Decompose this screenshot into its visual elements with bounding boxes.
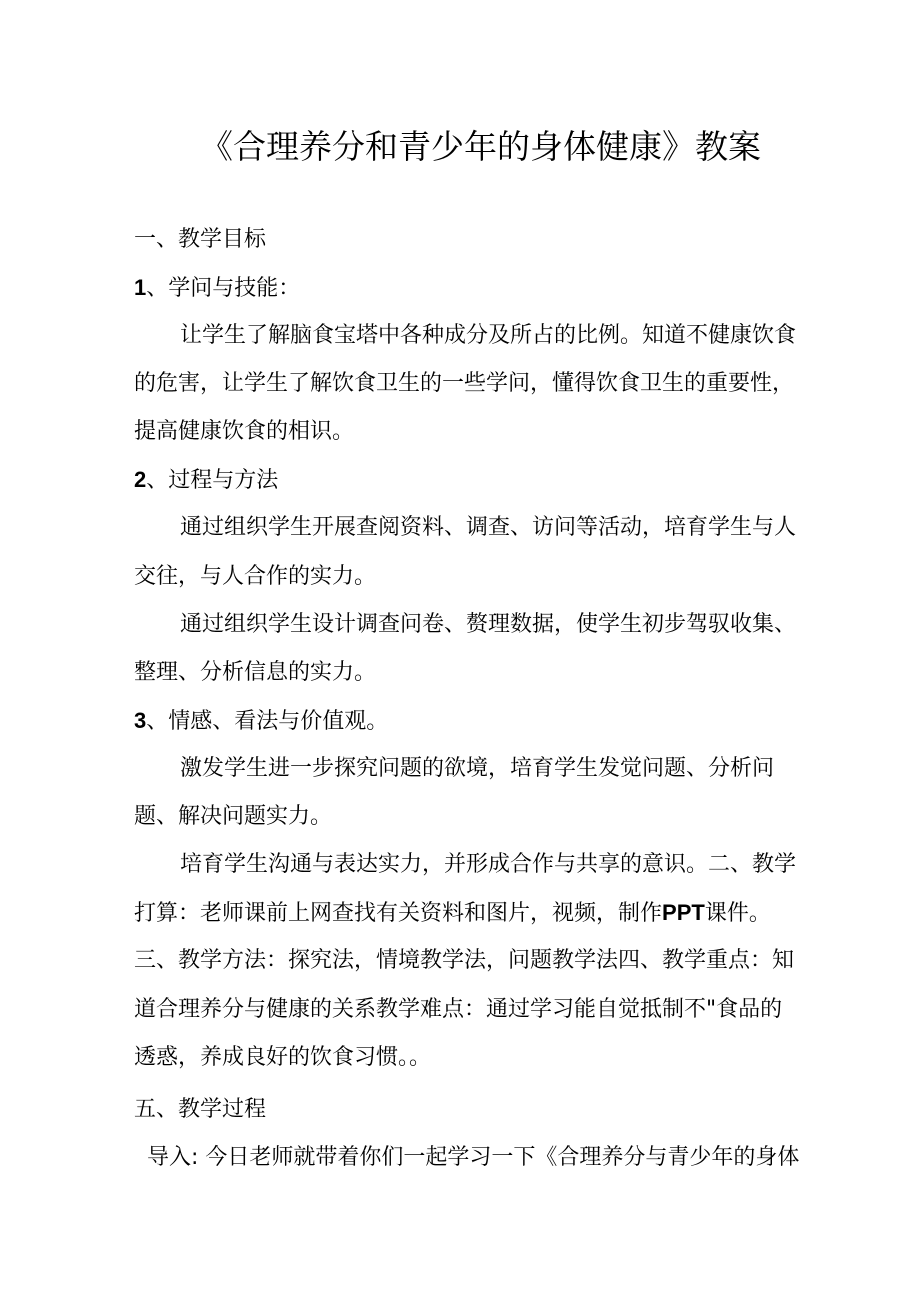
paragraph-line: 导入: 今日老师就带着你们一起学习一下《合理养分与青少年的身体 xyxy=(147,1145,800,1170)
paragraph-line: 的危害，让学生了解饮食卫生的一些学问，懂得饮食卫生的重要性， xyxy=(134,371,795,396)
text-run: 课件。 xyxy=(704,901,771,926)
item-number: 3 xyxy=(134,708,147,733)
item-label: 、情感、看法与价值观。 xyxy=(146,709,389,734)
paragraph-line: 三、教学方法：探究法，情境教学法，问题教学法四、教学重点：知 xyxy=(134,948,795,973)
ppt-text: PPT xyxy=(662,900,705,925)
paragraph-line: 透惑，养成良好的饮食习惯。。 xyxy=(134,1045,432,1070)
paragraph-line: 道合理养分与健康的关系教学难点：通过学习能自觉抵制不"食品的 xyxy=(134,997,783,1022)
paragraph-line xyxy=(134,897,771,930)
subheading-knowledge-skills xyxy=(134,272,300,305)
paragraph-line: 让学生了解脑食宝塔中各种成分及所占的比例。知道不健康饮食 xyxy=(180,323,797,348)
text-run: 打算：老师课前上网查找有关资料和图片，视频，制作 xyxy=(134,901,663,926)
paragraph-line: 交往，与人合作的实力。 xyxy=(134,564,377,589)
paragraph-line: 培育学生沟通与表达实力，并形成合作与共享的意识。二、教学 xyxy=(180,852,797,877)
subheading-process-method xyxy=(134,464,278,497)
paragraph-line: 题、解决问题实力。 xyxy=(134,804,333,829)
document-title: 《合理养分和青少年的身体健康》教案 xyxy=(200,127,761,166)
paragraph-line: 整理、分析信息的实力。 xyxy=(134,660,377,685)
item-number: 2 xyxy=(134,467,147,492)
paragraph-line: 通过组织学生设计调查问卷、赘理数据，使学生初步驾驭收集、 xyxy=(180,612,797,637)
subheading-emotion-values xyxy=(134,705,388,738)
paragraph-line: 提高健康饮食的相识。 xyxy=(134,419,355,444)
item-number: 1 xyxy=(134,275,147,300)
paragraph-line: 通过组织学生开展查阅资料、调查、访问等活动，培育学生与人 xyxy=(180,515,797,540)
paragraph-line: 激发学生进一步探究问题的欲境，培育学生发觉问题、分析问 xyxy=(180,756,775,781)
item-label: 、过程与方法 xyxy=(146,468,279,493)
section-heading-objectives: 一、教学目标 xyxy=(134,227,267,252)
section-heading-process: 五、教学过程 xyxy=(134,1097,267,1122)
item-label: 、学问与技能： xyxy=(146,276,301,301)
